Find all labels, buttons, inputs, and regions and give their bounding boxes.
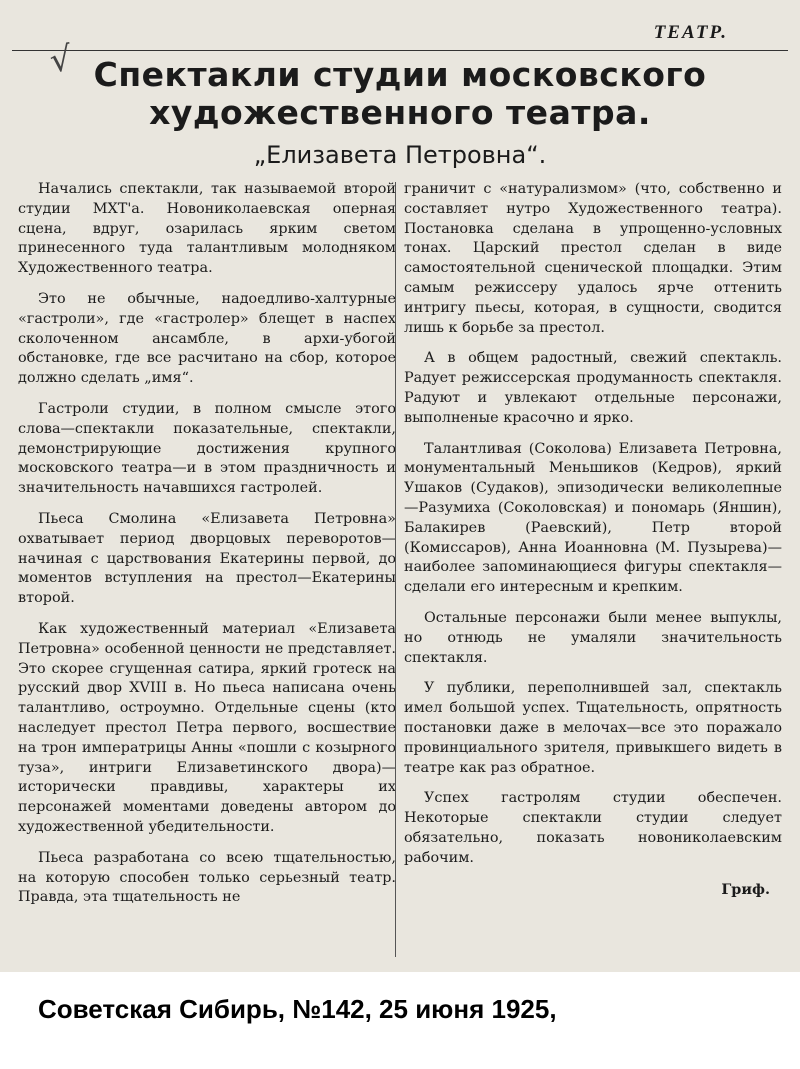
section-rubric: ТЕАТР. xyxy=(653,22,728,43)
article-column-left xyxy=(18,180,396,965)
handwritten-check-mark: √ xyxy=(47,38,75,82)
article-column-right xyxy=(404,180,782,965)
play-title: „Елизавета Петровна“. xyxy=(253,141,547,169)
paragraph: Талантливая (Соколова) Елизавета Петровна, монументальный Меньшиков (Кедров), яркий Ушаков (Судаков), эпизодически великолепные—Разумиха (Соколовская) и пономарь (Яншин), Балакирев (Раевский), Петр второй (Комиссаров), Анна Иоанновна (М. Пузырева)—наиболее запоминающиеся фигуры спектакля—сделали его интересным и крепким. xyxy=(404,440,782,596)
paragraph: А в общем радостный, свежий спектакль. Радует режиссерская продуманность спектакля. Радуют и увлекают отдельные персонажи, выполненые красочно и ярко. xyxy=(404,350,782,426)
paragraph: Как художественный материал «Елизавета Петровна» особенной ценности не представляет. Это скорее сгущенная сатира, яркий гротеск на русский двор XVIII в. Но пьеса написана очень талантливо, остроумно. Отдельные сцены (кто наследует престол Петра первого, восшествие на трон императрицы Анны «пошли с козырного туза», интриги Елизаветинского двора)—исторически правдивы, характеры их персонажей моментами доведены автором до художественной убедительности. xyxy=(18,620,396,835)
paragraph: Начались спектакли, так называемой второй студии МХТ'а. Новониколаевская оперная сцена, вдруг, озарилась ярким светом принесенного туда талантливым молодняком Художественного театра. xyxy=(18,181,396,277)
author-signature: Гриф. xyxy=(721,880,770,898)
headline xyxy=(60,56,740,132)
paragraph: Пьеса разработана со всею тщательностью, на которую способен только серьезный театр. Правда, эта тщательность не xyxy=(18,849,396,906)
paragraph: Это не обычные, надоедливо-халтурные «гастроли», где «гастролер» блещет в наспех сколоченном ансамбле, в архи-убогой обстановке, где все расчитано на сбор, которое должно сделать „имя“. xyxy=(18,290,396,387)
source-caption: Советская Сибирь, №142, 25 июня 1925, xyxy=(38,994,557,1024)
headline-line-2: художественного театра. xyxy=(149,93,651,132)
headline-line-1: Спектакли студии московского xyxy=(93,55,707,94)
paragraph: Остальные персонажи были менее выпуклы, но отнюдь не умаляли значительность спектакля. xyxy=(404,609,782,666)
paragraph: У публики, переполнившей зал, спектакль имел большой успех. Тщательность, опрятность постановки даже в мелочах—все это поражало провинциального зрителя, привыкшего видеть в театре как раз обратное. xyxy=(404,680,782,776)
paragraph: Пьеса Смолина «Елизавета Петровна» охватывает период дворцовых переворотов—начиная с царствования Екатерины первой, до моментов вступления на престол—Екатерины второй. xyxy=(18,510,396,607)
paragraph: Гастроли студии, в полном смысле этого слова—спектакли показательные, спектакли, демонстрирующие достижения крупного московского театра—и в этом праздничность и значительность начавшихся гастролей. xyxy=(18,400,396,497)
paragraph: граничит с «натурализмом» (что, собственно и составляет нутро Художественного театра). Постановка сделана в упрощенно-условных тонах. Царский престол сделан в виде самостоятельной сценической площадки. Этим самым режиссеру удалось ярче оттенить интригу пьесы, которая, в сущности, сводится лишь к борьбе за престол. xyxy=(404,181,782,336)
top-rule xyxy=(12,50,788,51)
paragraph: Успех гастролям студии обеспечен. Некоторые спектакли студии следует обязательно, показать новониколаевским рабочим. xyxy=(404,790,782,866)
column-divider xyxy=(395,182,396,957)
